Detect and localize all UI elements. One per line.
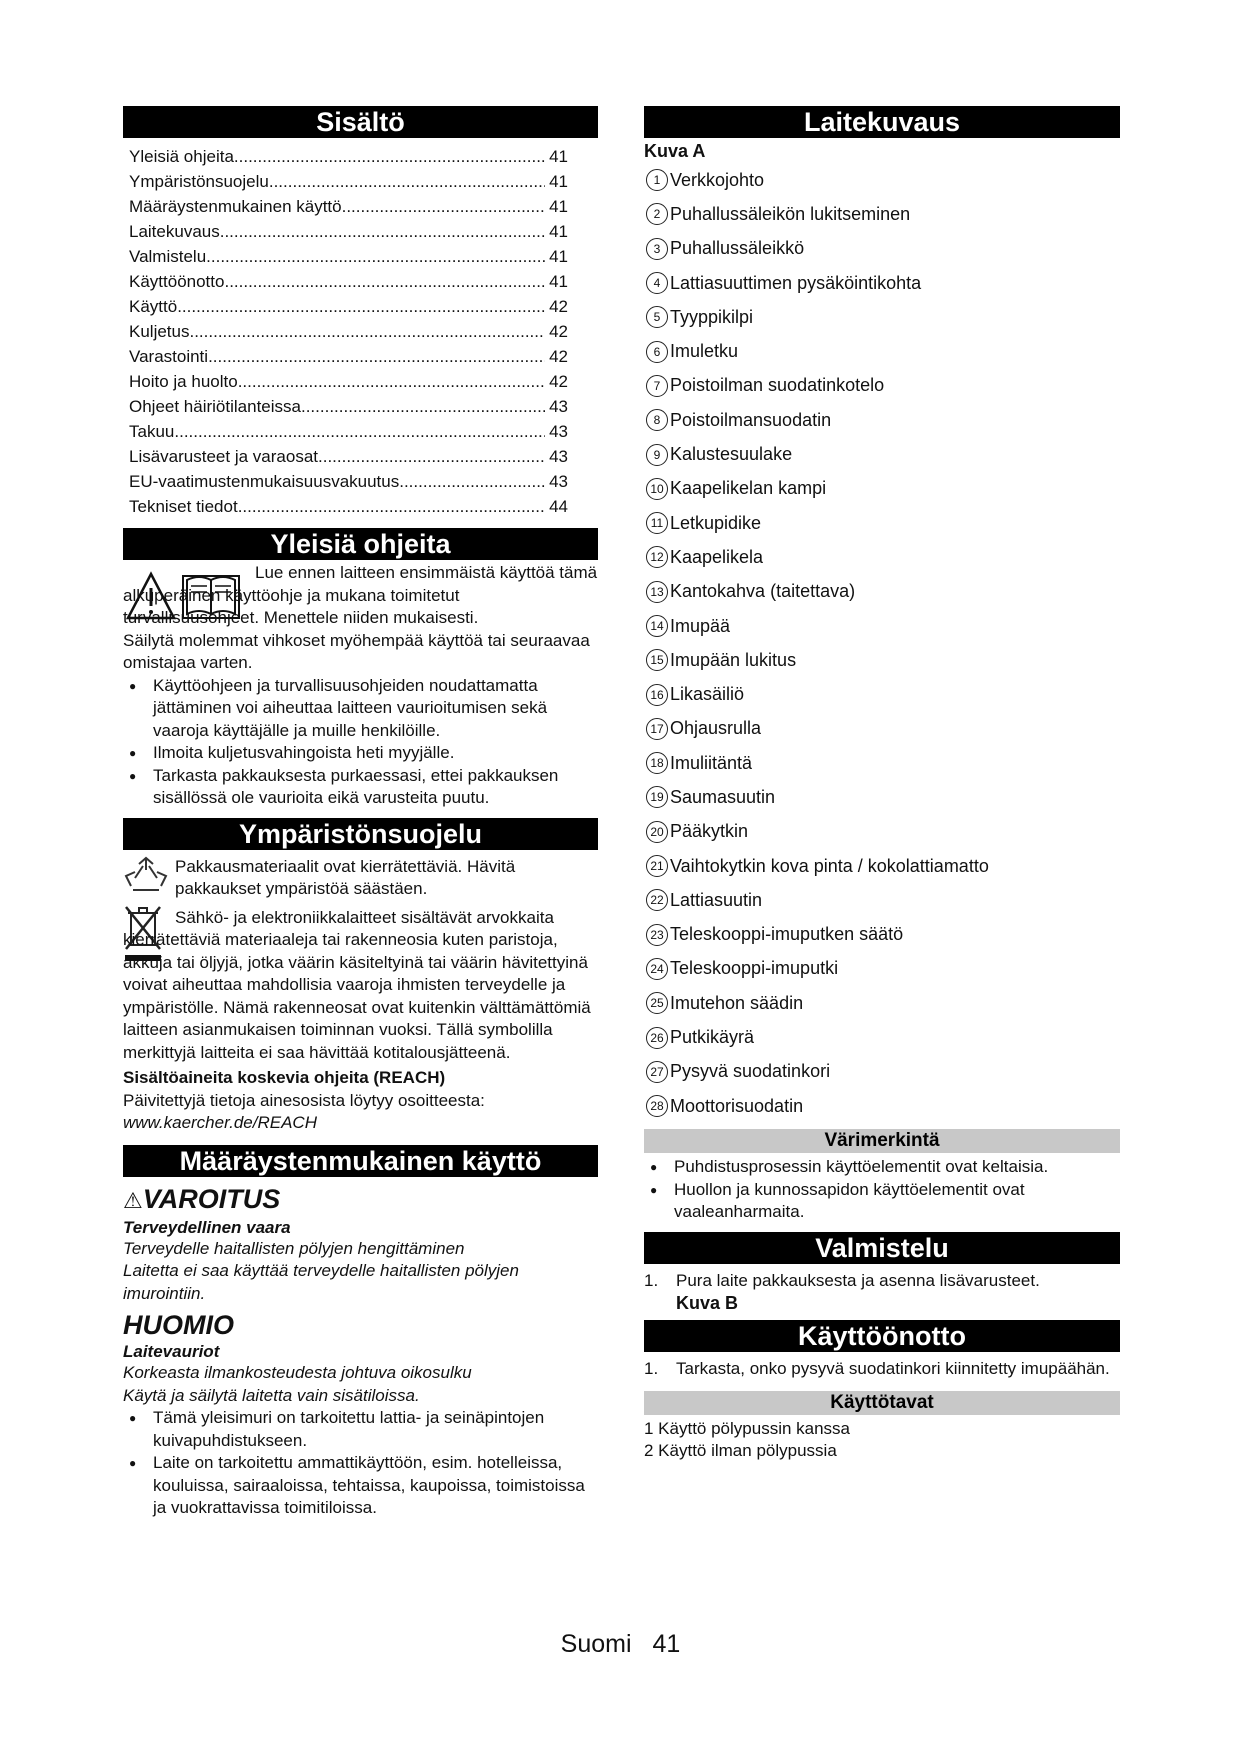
part-number-badge: 20	[646, 821, 668, 843]
toc-heading: Sisältö	[123, 106, 598, 138]
color-bullet: ● Puhdistusprosessin käyttöelementit ovat keltaisia.	[644, 1156, 1120, 1179]
part-number-badge: 16	[646, 684, 668, 706]
intended-use-bullet: ● Tämä yleisimuri on tarkoitettu lattia- ja seinäpintojen kuivapuhdistukseen.	[123, 1407, 598, 1452]
general-intro-text: Lue ennen laitteen ensimmäistä käyttöä tämä alkuperäinen käyttöohje ja mukana toimitetut turvallisuusohjeet. Menettele niiden mukaisesti.	[123, 563, 598, 627]
part-item	[644, 712, 1120, 746]
part-label: Lattiasuutin	[670, 889, 763, 910]
part-item	[644, 918, 1120, 952]
part-label: Kalustesuulake	[670, 444, 793, 465]
part-label: Poistoilman suodatinkotelo	[670, 375, 885, 396]
part-label: Lattiasuuttimen pysäköintikohta	[670, 272, 922, 293]
toc-entry[interactable]: Tekniset tiedot ..... 44	[123, 494, 598, 519]
part-number-badge: 6	[646, 341, 668, 363]
part-label: Imuliitäntä	[670, 752, 753, 773]
reach-url[interactable]: www.kaercher.de/REACH	[123, 1113, 317, 1132]
toc-entry[interactable]: Ohjeet häiriötilanteissa ..... 43	[123, 394, 598, 419]
notice-line-1: Korkeasta ilmankosteudesta johtuva oikosulku	[123, 1363, 472, 1382]
part-item	[644, 403, 1120, 437]
part-item	[644, 780, 1120, 814]
part-number-badge: 25	[646, 992, 668, 1014]
warning-subtitle: Terveydellinen vaara	[123, 1217, 291, 1237]
part-label: Ohjausrulla	[670, 718, 762, 739]
part-item	[644, 643, 1120, 677]
part-number-badge: 1	[646, 169, 668, 191]
part-label: Saumasuutin	[670, 786, 776, 807]
toc-entry[interactable]: Takuu ..... 43	[123, 419, 598, 444]
part-label: Poistoilmansuodatin	[670, 409, 832, 430]
toc-entry[interactable]: Käyttöönotto ..... 41	[123, 269, 598, 294]
part-number-badge: 15	[646, 649, 668, 671]
part-number-badge: 28	[646, 1095, 668, 1117]
part-number-badge: 8	[646, 409, 668, 431]
color-coding-heading: Värimerkintä	[644, 1129, 1120, 1153]
part-number-badge: 26	[646, 1027, 668, 1049]
color-bullets	[644, 1156, 1120, 1224]
mode-1: 1 Käyttö pölypussin kanssa	[644, 1418, 851, 1438]
warning-title: ⚠VAROITUS	[123, 1183, 281, 1214]
part-item	[644, 815, 1120, 849]
part-label: Vaihtokytkin kova pinta / kokolattiamatto	[670, 855, 989, 876]
part-number-badge: 4	[646, 272, 668, 294]
color-bullet: ● Huollon ja kunnossapidon käyttöelementit ovat vaaleanharmaita.	[644, 1179, 1120, 1224]
toc-entry[interactable]: Ympäristönsuojelu ..... 41	[123, 169, 598, 194]
part-label: Imupään lukitus	[670, 649, 797, 670]
toc-entry[interactable]: Laitekuvaus ..... 41	[123, 219, 598, 244]
part-item	[644, 232, 1120, 266]
reach-title: Sisältöaineita koskevia ohjeita (REACH)	[123, 1068, 446, 1087]
part-label: Moottorisuodatin	[670, 1095, 804, 1116]
part-item	[644, 369, 1120, 403]
part-number-badge: 17	[646, 718, 668, 740]
part-number-badge: 23	[646, 924, 668, 946]
warning-triangle-icon: ⚠	[123, 1187, 143, 1213]
description-heading: Laitekuvaus	[644, 106, 1120, 138]
toc-entry[interactable]: Kuljetus ..... 42	[123, 319, 598, 344]
general-keep-text: Säilytä molemmat vihkoset myöhempää käyttöä tai seuraavaa omistajaa varten.	[123, 630, 590, 672]
part-number-badge: 10	[646, 478, 668, 500]
part-item	[644, 1055, 1120, 1089]
part-item	[644, 163, 1120, 197]
preparation-step: 1. Pura laite pakkauksesta ja asenna lisävarusteet.	[644, 1270, 1040, 1290]
part-number-badge: 11	[646, 512, 668, 534]
part-label: Pääkytkin	[670, 821, 749, 842]
part-label: Likasäiliö	[670, 684, 745, 705]
part-number-badge: 22	[646, 889, 668, 911]
part-label: Imupää	[670, 615, 731, 636]
part-item	[644, 746, 1120, 780]
recycle-text: Pakkausmateriaalit ovat kierrätettäviä. Hävitä pakkaukset ympäristöä säästäen.	[175, 856, 516, 898]
part-label: Letkupidike	[670, 512, 762, 533]
left-column	[123, 106, 598, 1520]
part-item	[644, 677, 1120, 711]
part-number-badge: 19	[646, 786, 668, 808]
recycle-icon	[123, 856, 169, 898]
intended-use-heading: Määräystenmukainen käyttö	[123, 1145, 598, 1177]
footer-language: Suomi	[560, 1630, 632, 1658]
part-label: Kaapelikelan kampi	[670, 478, 827, 499]
part-number-badge: 24	[646, 958, 668, 980]
general-bullet: ● Käyttöohjeen ja turvallisuusohjeiden noudattamatta jättäminen voi aiheuttaa laitteen vaurioitumisen sekä vaaroja käyttäjälle ja muille henkilöille.	[123, 675, 598, 743]
notice-title: HUOMIO	[123, 1310, 234, 1340]
page-footer	[0, 1630, 1241, 1659]
part-label: Tyyppikilpi	[670, 306, 754, 327]
mode-2: 2 Käyttö ilman pölypussia	[644, 1441, 837, 1461]
toc-entry[interactable]: Käyttö ..... 42	[123, 294, 598, 319]
part-number-badge: 7	[646, 375, 668, 397]
part-item	[644, 609, 1120, 643]
part-number-badge: 13	[646, 581, 668, 603]
part-label: Imuletku	[670, 341, 739, 362]
part-number-badge: 5	[646, 306, 668, 328]
preparation-heading: Valmistelu	[644, 1232, 1120, 1264]
general-bullets	[123, 675, 598, 810]
figure-b-label: Kuva B	[676, 1293, 739, 1314]
part-label: Teleskooppi-imuputki	[670, 958, 839, 979]
part-number-badge: 27	[646, 1061, 668, 1083]
intended-use-bullet: ● Laite on tarkoitettu ammattikäyttöön, esim. hotelleissa, kouluissa, sairaaloissa, tehtaissa, kaupoissa, toimistoissa ja vuokrattavissa toimitiloissa.	[123, 1452, 598, 1520]
part-item	[644, 575, 1120, 609]
part-item	[644, 437, 1120, 471]
part-label: Puhallussäleikön lukitseminen	[670, 203, 911, 224]
warning-line-1: Terveydelle haitallisten pölyjen hengittäminen	[123, 1238, 465, 1258]
part-label: Pysyvä suodatinkori	[670, 1061, 831, 1082]
notice-subtitle: Laitevauriot	[123, 1342, 220, 1361]
part-number-badge: 9	[646, 444, 668, 466]
part-label: Kantokahva (taitettava)	[670, 581, 856, 602]
part-item	[644, 266, 1120, 300]
parts-list	[644, 163, 1120, 1123]
part-item	[644, 506, 1120, 540]
toc-entry[interactable]: Valmistelu ..... 41	[123, 244, 598, 269]
part-item	[644, 300, 1120, 334]
general-heading: Yleisiä ohjeita	[123, 528, 598, 560]
toc-list	[123, 144, 598, 519]
toc-entry[interactable]: Määräystenmukainen käyttö ..... 41	[123, 194, 598, 219]
part-label: Verkkojohto	[670, 169, 765, 190]
part-label: Putkikäyrä	[670, 1027, 755, 1048]
startup-heading: Käyttöönotto	[644, 1320, 1120, 1352]
environment-heading: Ympäristönsuojelu	[123, 818, 598, 850]
footer-page-number: 41	[652, 1630, 681, 1658]
startup-step: 1. Tarkasta, onko pysyvä suodatinkori kiinnitetty imupäähän.	[644, 1359, 1110, 1379]
part-item	[644, 986, 1120, 1020]
operating-modes-heading: Käyttötavat	[644, 1391, 1120, 1415]
notice-line-2: Käytä ja säilytä laitetta vain sisätiloissa.	[123, 1385, 420, 1405]
general-bullet: ● Ilmoita kuljetusvahingoista heti myyjälle.	[123, 742, 598, 765]
part-number-badge: 18	[646, 752, 668, 774]
part-number-badge: 3	[646, 238, 668, 260]
part-label: Puhallussäleikkö	[670, 238, 805, 259]
part-label: Teleskooppi-imuputken säätö	[670, 924, 904, 945]
intended-use-bullets	[123, 1407, 598, 1520]
warning-line-2: Laitetta ei saa käyttää terveydelle haitallisten pölyjen imurointiin.	[123, 1261, 519, 1303]
part-item	[644, 197, 1120, 231]
part-number-badge: 2	[646, 203, 668, 225]
part-label: Kaapelikela	[670, 546, 764, 567]
part-item	[644, 472, 1120, 506]
part-item	[644, 883, 1120, 917]
toc-entry[interactable]: Lisävarusteet ja varaosat ..... 43	[123, 444, 598, 469]
part-number-badge: 14	[646, 615, 668, 637]
figure-a-label: Kuva A	[644, 141, 706, 161]
part-item	[644, 952, 1120, 986]
toc-entry[interactable]: Varastointi ..... 42	[123, 344, 598, 369]
part-number-badge: 12	[646, 546, 668, 568]
part-item	[644, 334, 1120, 368]
toc-entry[interactable]: Hoito ja huolto ..... 42	[123, 369, 598, 394]
toc-entry[interactable]: EU-vaatimustenmukaisuusvakuutus ..... 43	[123, 469, 598, 494]
part-item	[644, 1020, 1120, 1054]
part-label: Imutehon säädin	[670, 992, 804, 1013]
reach-text: Päivitettyjä tietoja ainesosista löytyy osoitteesta:	[123, 1090, 485, 1110]
part-item	[644, 1089, 1120, 1123]
part-item	[644, 540, 1120, 574]
part-number-badge: 21	[646, 855, 668, 877]
right-column	[644, 106, 1120, 1463]
general-bullet: ● Tarkasta pakkauksesta purkaessasi, ettei pakkauksen sisällössä ole vaurioita eikä varusteita puutu.	[123, 765, 598, 810]
toc-entry[interactable]: Yleisiä ohjeita ..... 41	[123, 144, 598, 169]
part-item	[644, 849, 1120, 883]
weee-text: Sähkö- ja elektroniikkalaitteet sisältävät arvokkaita kierrätettäviä materiaaleja tai rakenneosia kuten paristoja, akkuja tai öljyjä, jotka väärin käsiteltyinä tai väärin hävitettyinä voivat aiheuttaa mahdollisia vaaroja ihmisten terveydelle ja ympäristölle. Nämä rakenneosat ovat kuitenkin välttämättömiä laitteen asianmukaisen toiminnan vuoksi. Tällä symbolilla merkittyjä laitteita ei saa hävittää kotitalousjätteenä.	[123, 907, 591, 1062]
